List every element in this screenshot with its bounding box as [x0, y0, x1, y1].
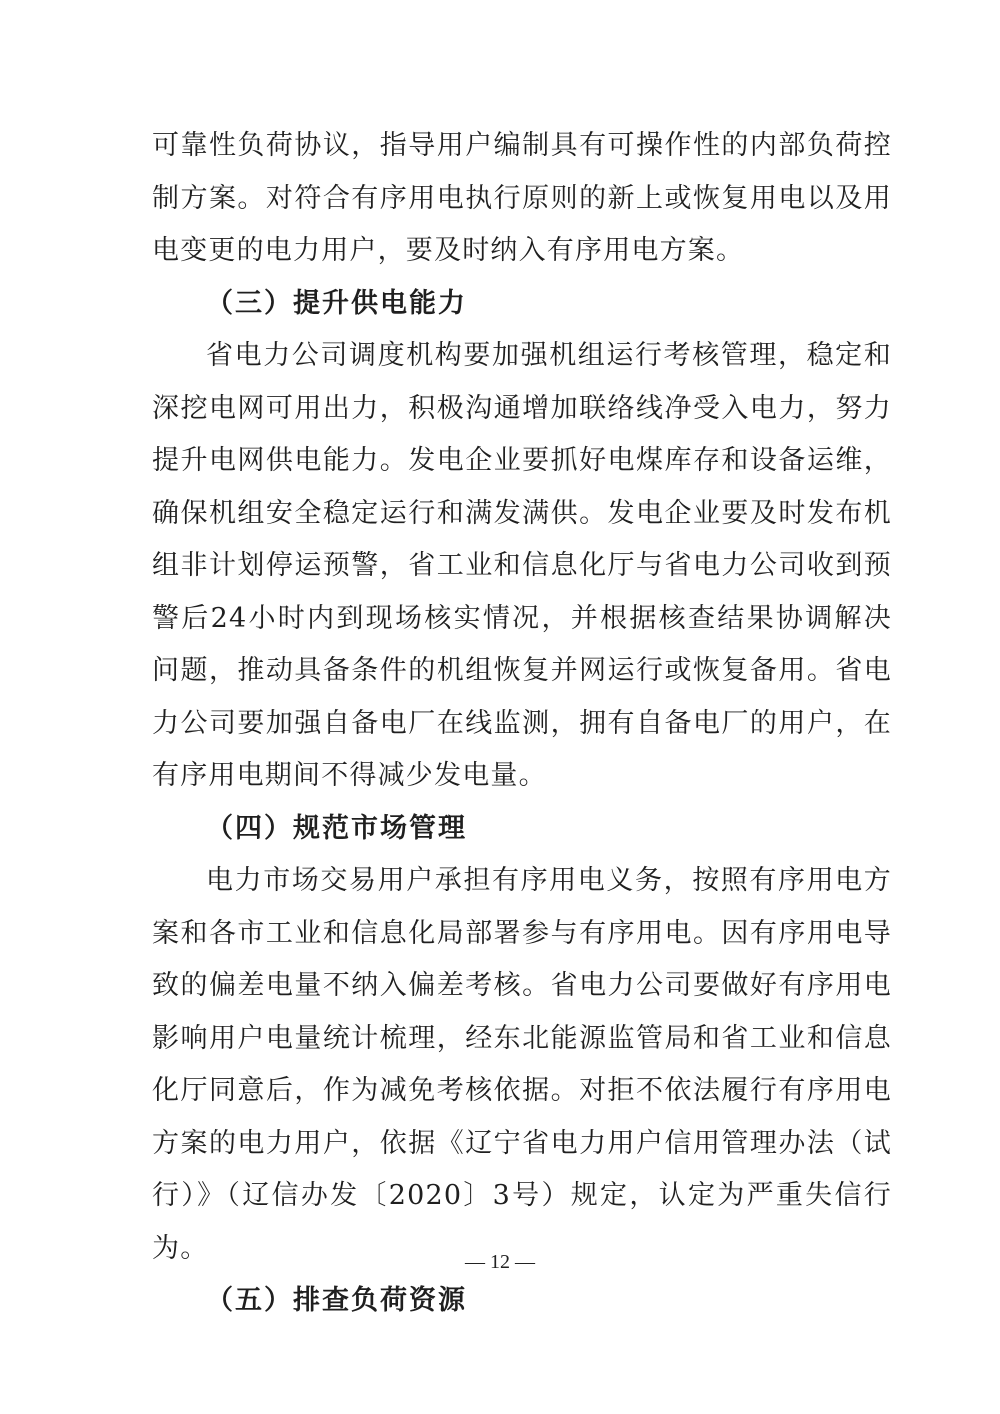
page-number: — 12 —: [465, 1251, 535, 1273]
section-heading-power-supply: （三）提升供电能力: [206, 287, 467, 319]
section-heading-market-management: （四）规范市场管理: [206, 812, 467, 844]
page-body: [152, 120, 892, 1328]
section-heading-load-resources: （五）排查负荷资源: [206, 1285, 467, 1316]
paragraph-power-supply: 省电力公司调度机构要加强机组运行考核管理，稳定和深挖电网可用出力，积极沟通增加联络线净受入电力，努力提升电网供电能力。发电企业要抓好电煤库存和设备运维，确保机组安全稳定运行和满发满供。发电企业要及时发布机组非计划停运预警，省工业和信息化厅与省电力公司收到预警后24小时内到现场核实情况，并根据核查结果协调解决问题，推动具备条件的机组恢复并网运行或恢复备用。省电力公司要加强自备电厂在线监测，拥有自备电厂的用户，在有序用电期间不得减少发电量。: [152, 340, 892, 791]
paragraph-market-management: 电力市场交易用户承担有序用电义务，按照有序用电方案和各市工业和信息化局部署参与有序用电。因有序用电导致的偏差电量不纳入偏差考核。省电力公司要做好有序用电影响用户电量统计梳理，经东北能源监管局和省工业和信息化厅同意后，作为减免考核依据。对拒不依法履行有序用电方案的电力用户，依据《辽宁省电力用户信用管理办法（试行）》（辽信办发〔2020〕3号）规定，认定为严重失信行为。: [152, 865, 892, 1264]
paragraph-load-agreement: 可靠性负荷协议，指导用户编制具有可操作性的内部负荷控制方案。对符合有序用电执行原则的新上或恢复用电以及用电变更的电力用户，要及时纳入有序用电方案。: [152, 130, 892, 266]
